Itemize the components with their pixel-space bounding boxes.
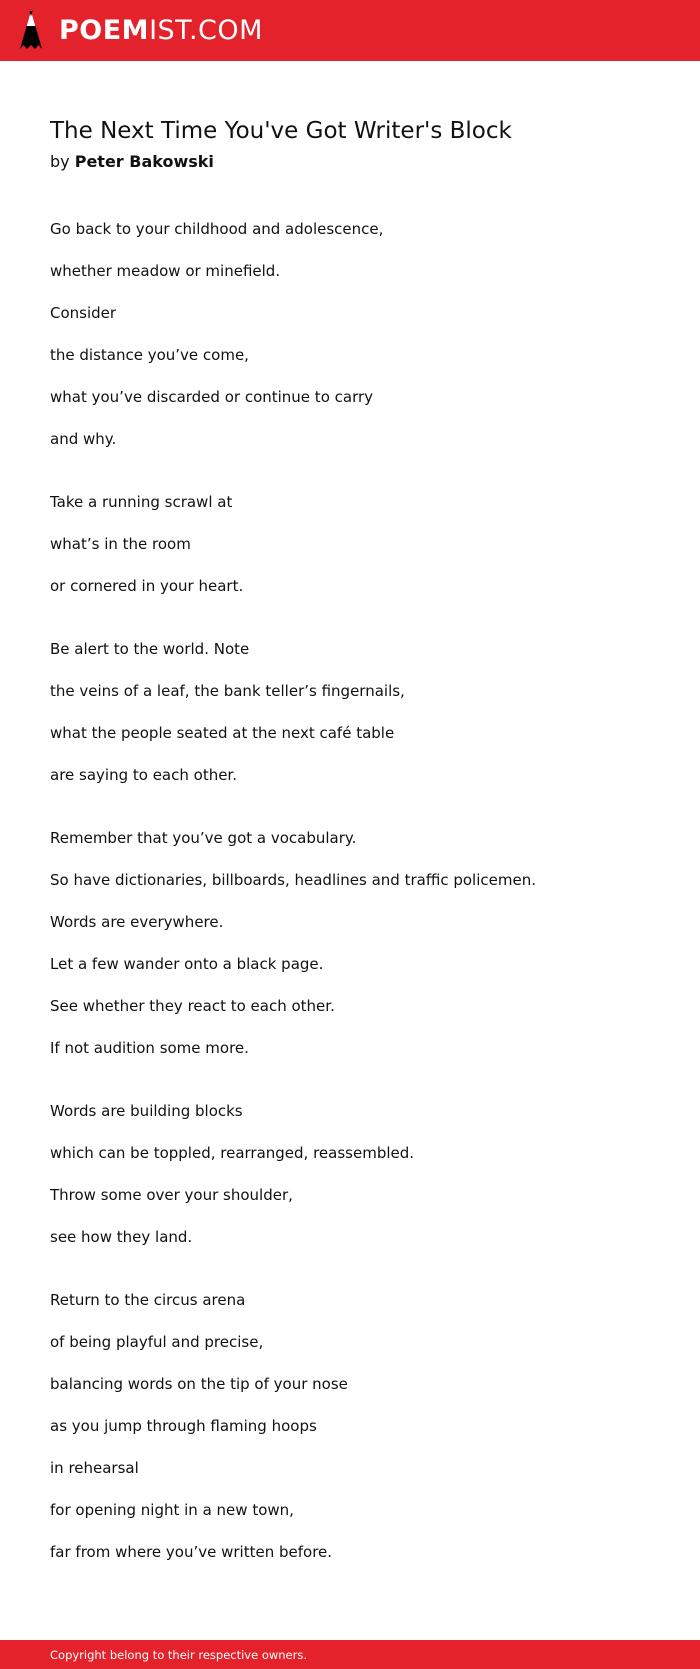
byline (50, 150, 650, 174)
brand-wordmark (59, 10, 263, 52)
poem-line: Return to the circus arena (50, 1291, 246, 1309)
poem-line: what’s in the room (50, 535, 191, 553)
poem-line: and why. (50, 430, 117, 448)
poem-line: in rehearsal (50, 1459, 139, 1477)
author-name: Peter Bakowski (74, 152, 214, 171)
poem-line: whether meadow or minefield. (50, 262, 281, 280)
poem-line: Remember that you’ve got a vocabulary. (50, 829, 357, 847)
poem-line: or cornered in your heart. (50, 577, 244, 595)
poem-line: which can be toppled, rearranged, reassembled. (50, 1144, 415, 1162)
poem-line: Words are building blocks (50, 1102, 243, 1120)
poem-title: The Next Time You've Got Writer's Block (50, 118, 512, 144)
poem-line: for opening night in a new town, (50, 1501, 294, 1519)
poem-line: as you jump through flaming hoops (50, 1417, 317, 1435)
copyright-notice: Copyright belong to their respective owners. (50, 1648, 308, 1662)
poem-line: of being playful and precise, (50, 1333, 264, 1351)
poem-line: far from where you’ve written before. (50, 1543, 333, 1561)
poem-line: what the people seated at the next café table (50, 724, 395, 742)
poem-line: balancing words on the tip of your nose (50, 1375, 348, 1393)
poem-line: the distance you’ve come, (50, 346, 249, 364)
poem-line: Let a few wander onto a black page. (50, 955, 324, 973)
poem-body (50, 216, 670, 1602)
stanza-3 (50, 636, 670, 804)
poem-header (50, 112, 650, 174)
brand-wordmark-bold: POEM (59, 15, 150, 46)
poem-line: what you’ve discarded or continue to carry (50, 388, 374, 406)
poem-line: Consider (50, 304, 117, 322)
pencil-icon (19, 10, 43, 52)
site-footer (0, 1640, 700, 1669)
poem-line: Be alert to the world. Note (50, 640, 250, 658)
brand-wordmark-light: IST.COM (149, 15, 263, 46)
poem-line: Go back to your childhood and adolescence, (50, 220, 384, 238)
stanza-2 (50, 489, 670, 615)
by-label: by (50, 152, 70, 171)
stanza-1 (50, 216, 670, 468)
poem-line: see how they land. (50, 1228, 193, 1246)
stanza-6 (50, 1287, 670, 1581)
poem-line: are saying to each other. (50, 766, 237, 784)
poem-line: Throw some over your shoulder, (50, 1186, 293, 1204)
poem-line: Take a running scrawl at (50, 493, 233, 511)
site-logo-link[interactable] (19, 10, 263, 52)
poem-line: See whether they react to each other. (50, 997, 335, 1015)
stanza-4 (50, 825, 670, 1077)
poem-line: Words are everywhere. (50, 913, 224, 931)
poem-line: If not audition some more. (50, 1039, 249, 1057)
stanza-5 (50, 1098, 670, 1266)
site-header (0, 0, 700, 61)
poem-line: the veins of a leaf, the bank teller’s fingernails, (50, 682, 405, 700)
poem-line: So have dictionaries, billboards, headlines and traffic policemen. (50, 871, 536, 889)
